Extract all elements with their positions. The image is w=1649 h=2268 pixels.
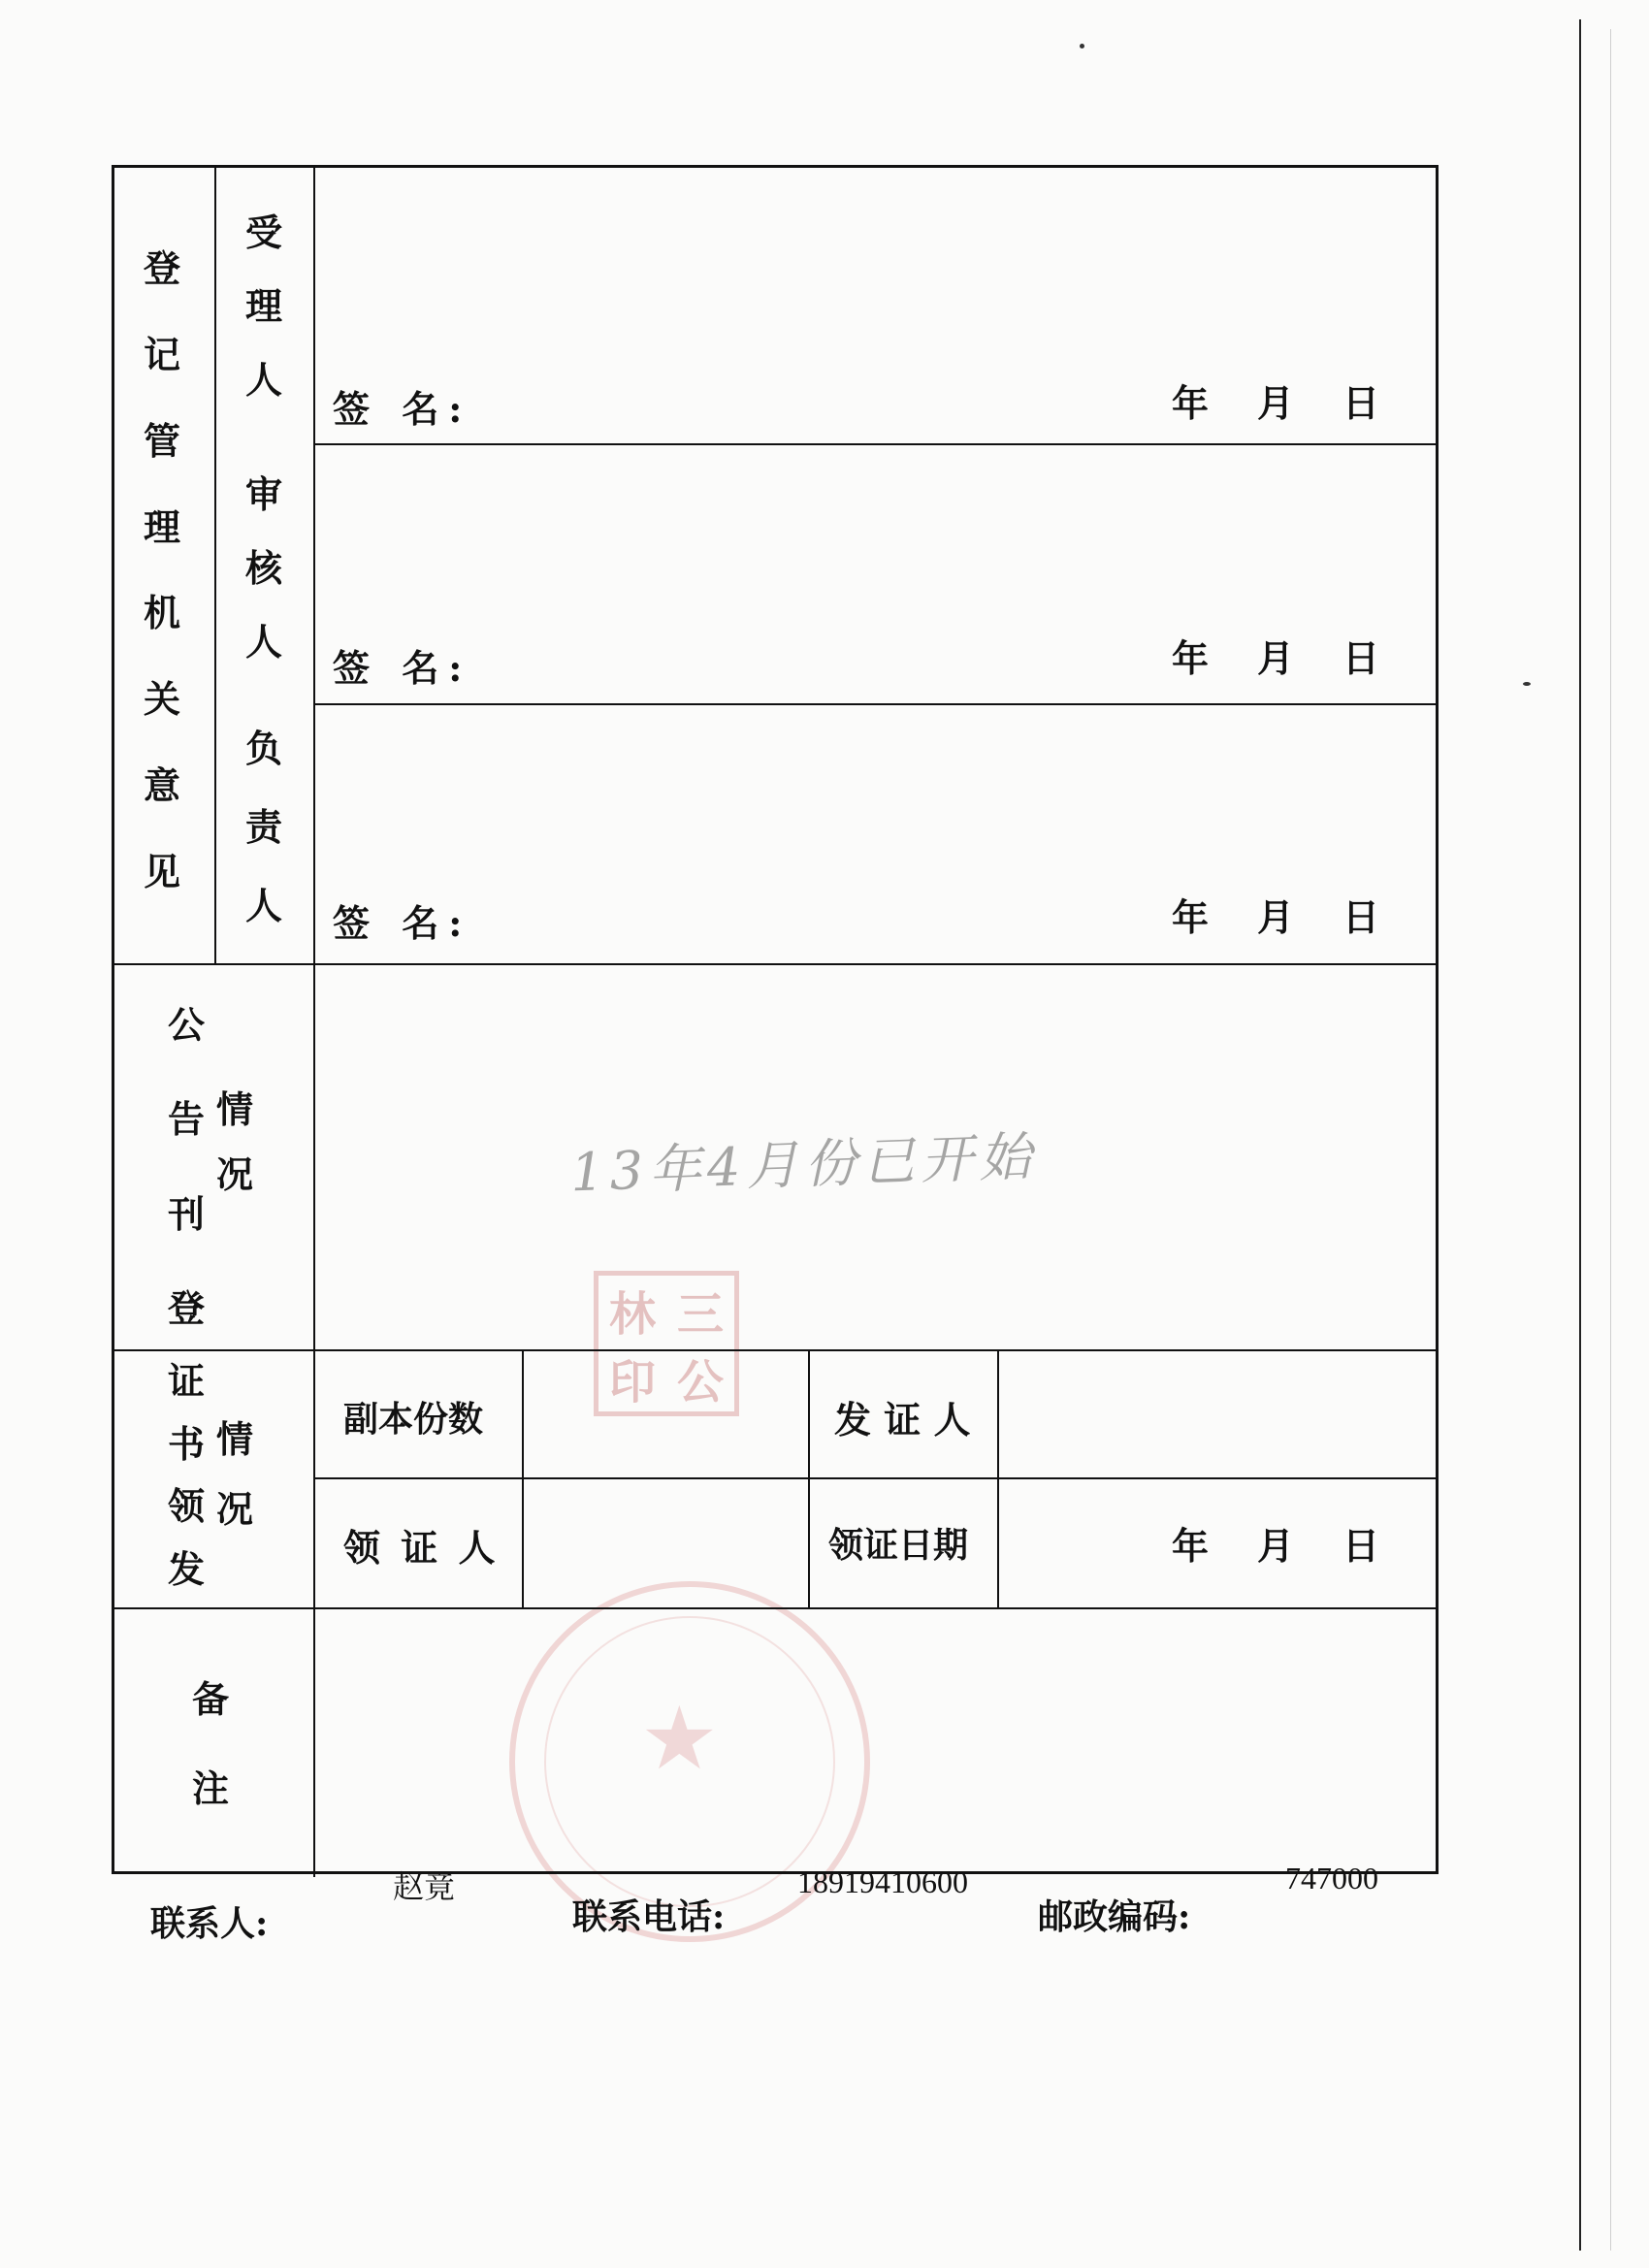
receive-date-label: 领证日期	[828, 1525, 969, 1566]
section-title-remarks: 备 注	[192, 1677, 230, 1810]
receiver-label: 领 证 人	[343, 1526, 500, 1570]
square-seal: 林 三 印 公	[594, 1271, 739, 1416]
row-divider	[313, 703, 1436, 705]
section-title-registration-opinion: 登 记 管 理 机 关 意 见	[144, 246, 181, 893]
role-receiver: 受 理 人	[245, 211, 283, 402]
phone-label: 联系电话:	[572, 1896, 726, 1937]
postal-code-label: 邮政编码:	[1038, 1896, 1191, 1937]
scan-speck	[1523, 682, 1531, 686]
signature-label-responsible: 签 名:	[333, 901, 472, 945]
col-divider	[997, 1349, 999, 1607]
col-divider	[808, 1349, 810, 1607]
page-edge-line-faint	[1610, 29, 1611, 2251]
contact-person-label: 联系人:	[150, 1903, 269, 1944]
registration-form-table	[112, 165, 1439, 1874]
signature-label-reviewer: 签 名:	[333, 646, 472, 690]
phone-value: 18919410600	[797, 1864, 968, 1899]
announcement-handwritten-note: 13年4月份已开始	[569, 1125, 1039, 1204]
section-title-announcement-col1: 公 告 刊 登	[168, 1003, 206, 1330]
signature-date-receiver: 年 月 日	[1172, 381, 1380, 425]
row-divider	[313, 1477, 1436, 1479]
section-title-certificate-col2: 情 况	[216, 1417, 254, 1531]
col-divider	[214, 168, 216, 963]
receive-date: 年 月 日	[1172, 1524, 1380, 1568]
signature-date-reviewer: 年 月 日	[1172, 636, 1380, 680]
section-title-certificate-col1: 证 书 领 发	[168, 1359, 206, 1591]
issuer-label: 发 证 人	[834, 1398, 971, 1442]
contact-person-value: 赵竟	[393, 1869, 456, 1904]
seal-star-icon: ★	[640, 1688, 719, 1790]
role-responsible-person: 负 责 人	[245, 727, 283, 927]
role-reviewer: 审 核 人	[245, 472, 283, 664]
postal-code-value: 747000	[1285, 1861, 1378, 1895]
page-edge-line	[1579, 19, 1581, 2251]
scan-speck	[1080, 44, 1084, 49]
section-title-announcement-col2: 情 况	[216, 1087, 254, 1196]
col-divider	[313, 168, 315, 1877]
signature-label-receiver: 签 名:	[333, 387, 472, 431]
copies-count-label: 副本份数	[343, 1399, 484, 1440]
row-divider	[313, 443, 1436, 445]
col-divider	[522, 1349, 524, 1607]
signature-date-responsible: 年 月 日	[1172, 895, 1380, 939]
